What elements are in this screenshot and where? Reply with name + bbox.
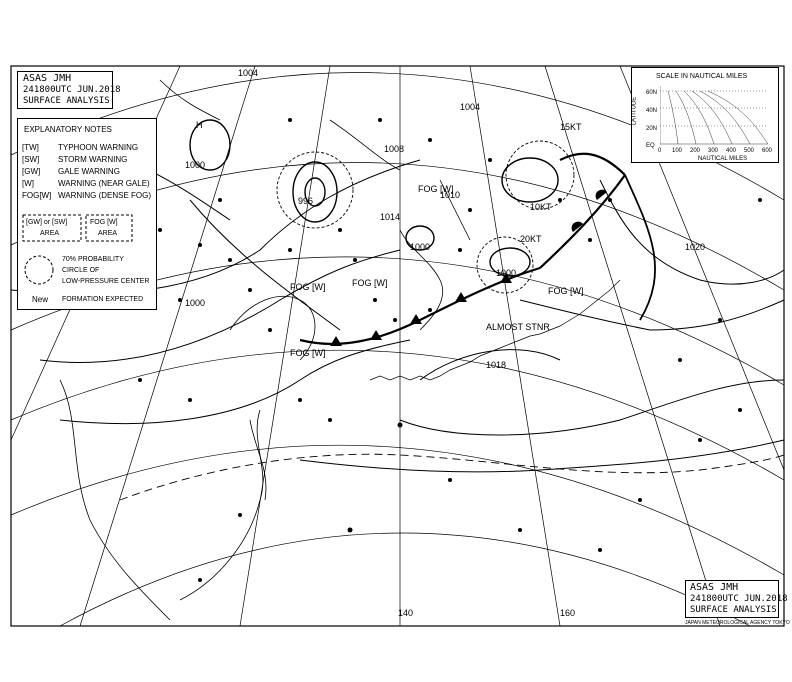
agency-credit: JAPAN METEOROLOGICAL AGENCY TOKYO [685,620,790,626]
map-label-1000-c: 1000 [496,268,517,278]
scale-x-500: 500 [744,148,755,154]
legend-text-sw: STORM WARNING [58,155,128,164]
legend-new-label: New [32,295,49,304]
scale-title: SCALE IN NAUTICAL MILES [656,73,748,80]
map-label-20kt: 20KT [520,234,542,244]
map-label-iso-1020: 1020 [685,242,706,252]
scale-x-100: 100 [672,148,683,154]
legend-code-sw: [SW] [22,155,40,164]
footer-box [685,580,788,618]
legend-text-w: WARNING (NEAR GALE) [58,179,150,188]
map-label-iso-1000: 1000 [185,298,206,308]
probability-circle-icon [22,253,56,287]
map-label-fog-2: FOG [W] [290,282,326,292]
legend-code-tw: [TW] [22,143,39,152]
legend-code-w: [W] [22,179,34,188]
map-label-1004: 1004 [238,68,259,78]
map-label-iso-1004: 1004 [460,102,481,112]
map-label-15kt: 15KT [560,122,582,132]
map-label-1014: 1014 [380,212,401,222]
pressure-centers [190,120,558,276]
title-line-2: 241800UTC JUN.2018 [23,85,121,95]
map-label-h-left: H [196,120,203,130]
legend-code-gw: [GW] [22,167,41,176]
legend-text-gw: GALE WARNING [58,167,120,176]
legend-area-label-2: AREA [98,230,118,237]
scale-x-600: 600 [762,148,773,154]
dashed-isobar [120,454,784,500]
map-label-almost-stnr: ALMOST STNR [486,322,550,332]
scale-lat-eq: EQ [646,143,655,149]
map-label-996: 996 [298,196,314,206]
legend-prob-2: CIRCLE OF [62,267,100,274]
legend-prob-1: 70% PROBABILITY [62,256,124,263]
scale-graph [660,86,770,148]
scale-x-0: 0 [658,148,662,154]
legend-new-text: FORMATION EXPECTED [62,296,144,303]
legend-text-tw: TYPHOON WARNING [58,143,139,152]
legend-area-gw-sw: [GW] or [SW] [26,219,68,226]
scale-x-200: 200 [690,148,701,154]
title-box [17,71,121,109]
legend-text-fog: WARNING (DENSE FOG) [58,191,152,200]
footer-line-2: 241800UTC JUN.2018 [690,594,788,604]
scale-lat-60n: 60N [646,90,658,96]
legend-title: EXPLANATORY NOTES [24,125,112,134]
map-label-fog-3: FOG [W] [290,348,326,358]
map-label-1008: 1008 [384,144,405,154]
scale-lat-axis: LATITUDE [631,96,638,126]
legend-area-label-1: AREA [40,230,60,237]
map-label-fog-4: FOG [W] [548,286,584,296]
map-label-lon-140: 140 [398,608,414,618]
scale-x-300: 300 [708,148,719,154]
legend-box [17,118,157,310]
map-label-1000-b: 1000 [410,242,431,252]
map-label-fog-1: FOG [W] [352,278,388,288]
map-label-fog-5: FOG [W] [418,184,454,194]
scale-x-axis: NAUTICAL MILES [698,156,748,162]
map-label-1000-a: 1000 [185,160,206,170]
footer-line-3: SURFACE ANALYSIS [690,605,777,615]
scale-x-400: 400 [726,148,737,154]
legend-area-fog: FOG [W] [90,219,118,226]
map-label-1018: 1018 [486,360,507,370]
title-line-3: SURFACE ANALYSIS [23,96,110,106]
map-label-lon-160: 160 [560,608,576,618]
scale-lat-40n: 40N [646,108,658,114]
map-label-10kt: 10KT [530,202,552,212]
map-label-1010: 1010 [440,190,461,200]
legend-code-fog: FOG[W] [22,191,52,200]
title-line-1: ASAS JMH [23,73,72,84]
legend-prob-3: LOW-PRESSURE CENTER [62,278,150,285]
scale-lat-20n: 20N [646,126,658,132]
footer-line-1: ASAS JMH [690,582,739,593]
scale-box [631,67,779,163]
